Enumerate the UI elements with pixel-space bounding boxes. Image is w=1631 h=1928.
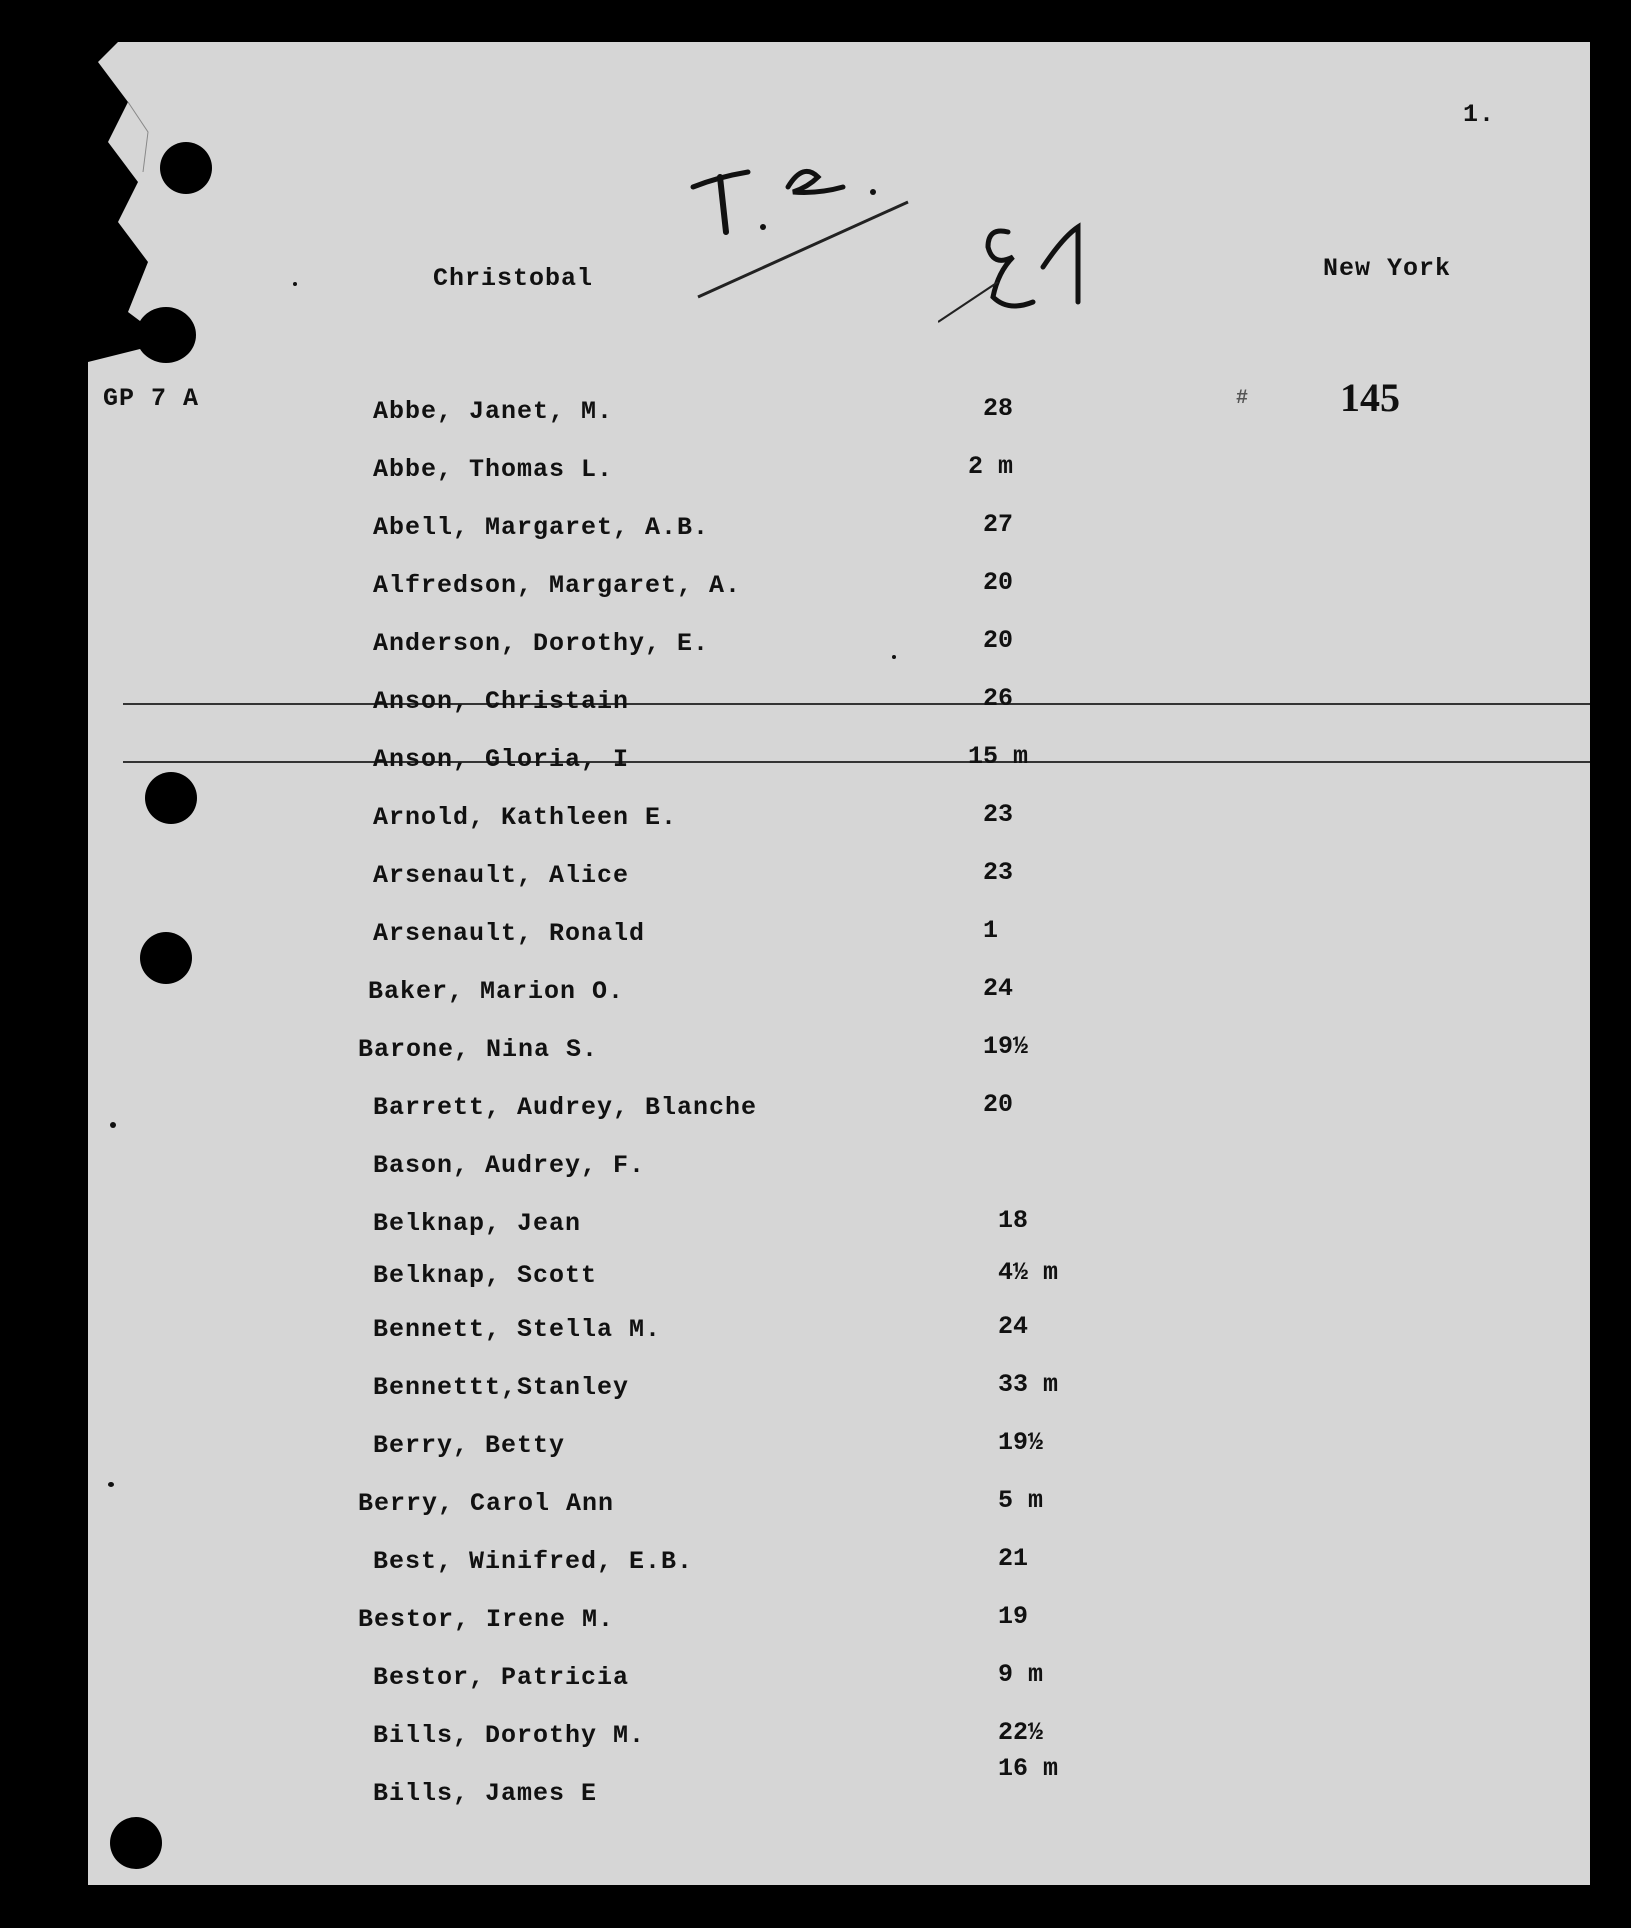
passenger-name: Arsenault, Ronald — [373, 919, 646, 948]
passenger-name: Abell, Margaret, A.B. — [373, 513, 710, 542]
passenger-name: Bestor, Irene M. — [358, 1605, 615, 1634]
passenger-age: 24 — [983, 974, 1014, 1003]
departure-port: Christobal — [433, 264, 594, 293]
passenger-name: Bills, James E — [373, 1779, 598, 1808]
passenger-age: 19½ — [983, 1032, 1029, 1061]
passenger-name: Bennettt,Stanley — [373, 1373, 630, 1402]
passenger-name: Berry, Betty — [373, 1431, 566, 1460]
punch-hole-4 — [140, 932, 192, 984]
passenger-name: Barone, Nina S. — [358, 1035, 599, 1064]
passenger-age: 20 — [983, 1090, 1014, 1119]
passenger-name: Arnold, Kathleen E. — [373, 803, 678, 832]
speck — [108, 1482, 114, 1487]
page-number: 1. — [1463, 100, 1496, 129]
passenger-age: 18 — [998, 1206, 1029, 1235]
group-code: GP 7 A — [103, 384, 200, 413]
passenger-age: 23 — [983, 858, 1014, 887]
punch-hole-5 — [110, 1817, 162, 1869]
passenger-age: 16 m — [998, 1754, 1059, 1783]
speck — [293, 282, 297, 286]
punch-hole-3 — [145, 772, 197, 824]
passenger-age: 24 — [998, 1312, 1029, 1341]
passenger-age: 9 m — [998, 1660, 1044, 1689]
passenger-age: 15 m — [968, 742, 1029, 771]
passenger-name: Anson, Gloria, I — [373, 745, 630, 774]
passenger-name: Arsenault, Alice — [373, 861, 630, 890]
punch-hole-1 — [160, 142, 212, 194]
passenger-name: Baker, Marion O. — [368, 977, 625, 1006]
passenger-age: 1 — [983, 916, 999, 945]
passenger-age: 23 — [983, 800, 1014, 829]
passenger-age: 19½ — [998, 1428, 1044, 1457]
passenger-age: 20 — [983, 568, 1014, 597]
passenger-age: 4½ m — [998, 1258, 1059, 1287]
stamp-number: 145 — [1340, 375, 1400, 420]
speck — [892, 655, 896, 659]
passenger-age: 20 — [983, 626, 1014, 655]
strike-line-2 — [123, 761, 1590, 763]
passenger-name: Berry, Carol Ann — [358, 1489, 615, 1518]
passenger-name: Bason, Audrey, F. — [373, 1151, 646, 1180]
passenger-name: Anderson, Dorothy, E. — [373, 629, 710, 658]
passenger-age: 22½ — [998, 1718, 1044, 1747]
passenger-name: Barrett, Audrey, Blanche — [373, 1093, 758, 1122]
passenger-name: Bills, Dorothy M. — [373, 1721, 646, 1750]
passenger-name: Best, Winifred, E.B. — [373, 1547, 694, 1576]
passenger-name: Belknap, Jean — [373, 1209, 582, 1238]
passenger-age: 26 — [983, 684, 1014, 713]
passenger-age: 2 m — [968, 452, 1014, 481]
passenger-name: Alfredson, Margaret, A. — [373, 571, 742, 600]
passenger-age: 19 — [998, 1602, 1029, 1631]
passenger-age: 5 m — [998, 1486, 1044, 1515]
passenger-name: Belknap, Scott — [373, 1261, 598, 1290]
passenger-age: 33 m — [998, 1370, 1059, 1399]
strike-line-1 — [123, 703, 1590, 705]
arrival-port: New York — [1323, 254, 1452, 283]
punch-hole-2 — [136, 307, 196, 363]
passenger-name: Abbe, Thomas L. — [373, 455, 614, 484]
manifest-page — [88, 42, 1590, 1885]
speck — [110, 1122, 116, 1128]
passenger-name: Bennett, Stella M. — [373, 1315, 662, 1344]
passenger-age: 21 — [998, 1544, 1029, 1573]
handwritten-number-mark — [938, 212, 1158, 332]
passenger-name: Abbe, Janet, M. — [373, 397, 614, 426]
passenger-name: Bestor, Patricia — [373, 1663, 630, 1692]
passenger-age: 28 — [983, 394, 1014, 423]
passenger-name: Anson, Christain — [373, 687, 630, 716]
stamp-prefix: # — [1236, 387, 1250, 410]
passenger-age: 27 — [983, 510, 1014, 539]
